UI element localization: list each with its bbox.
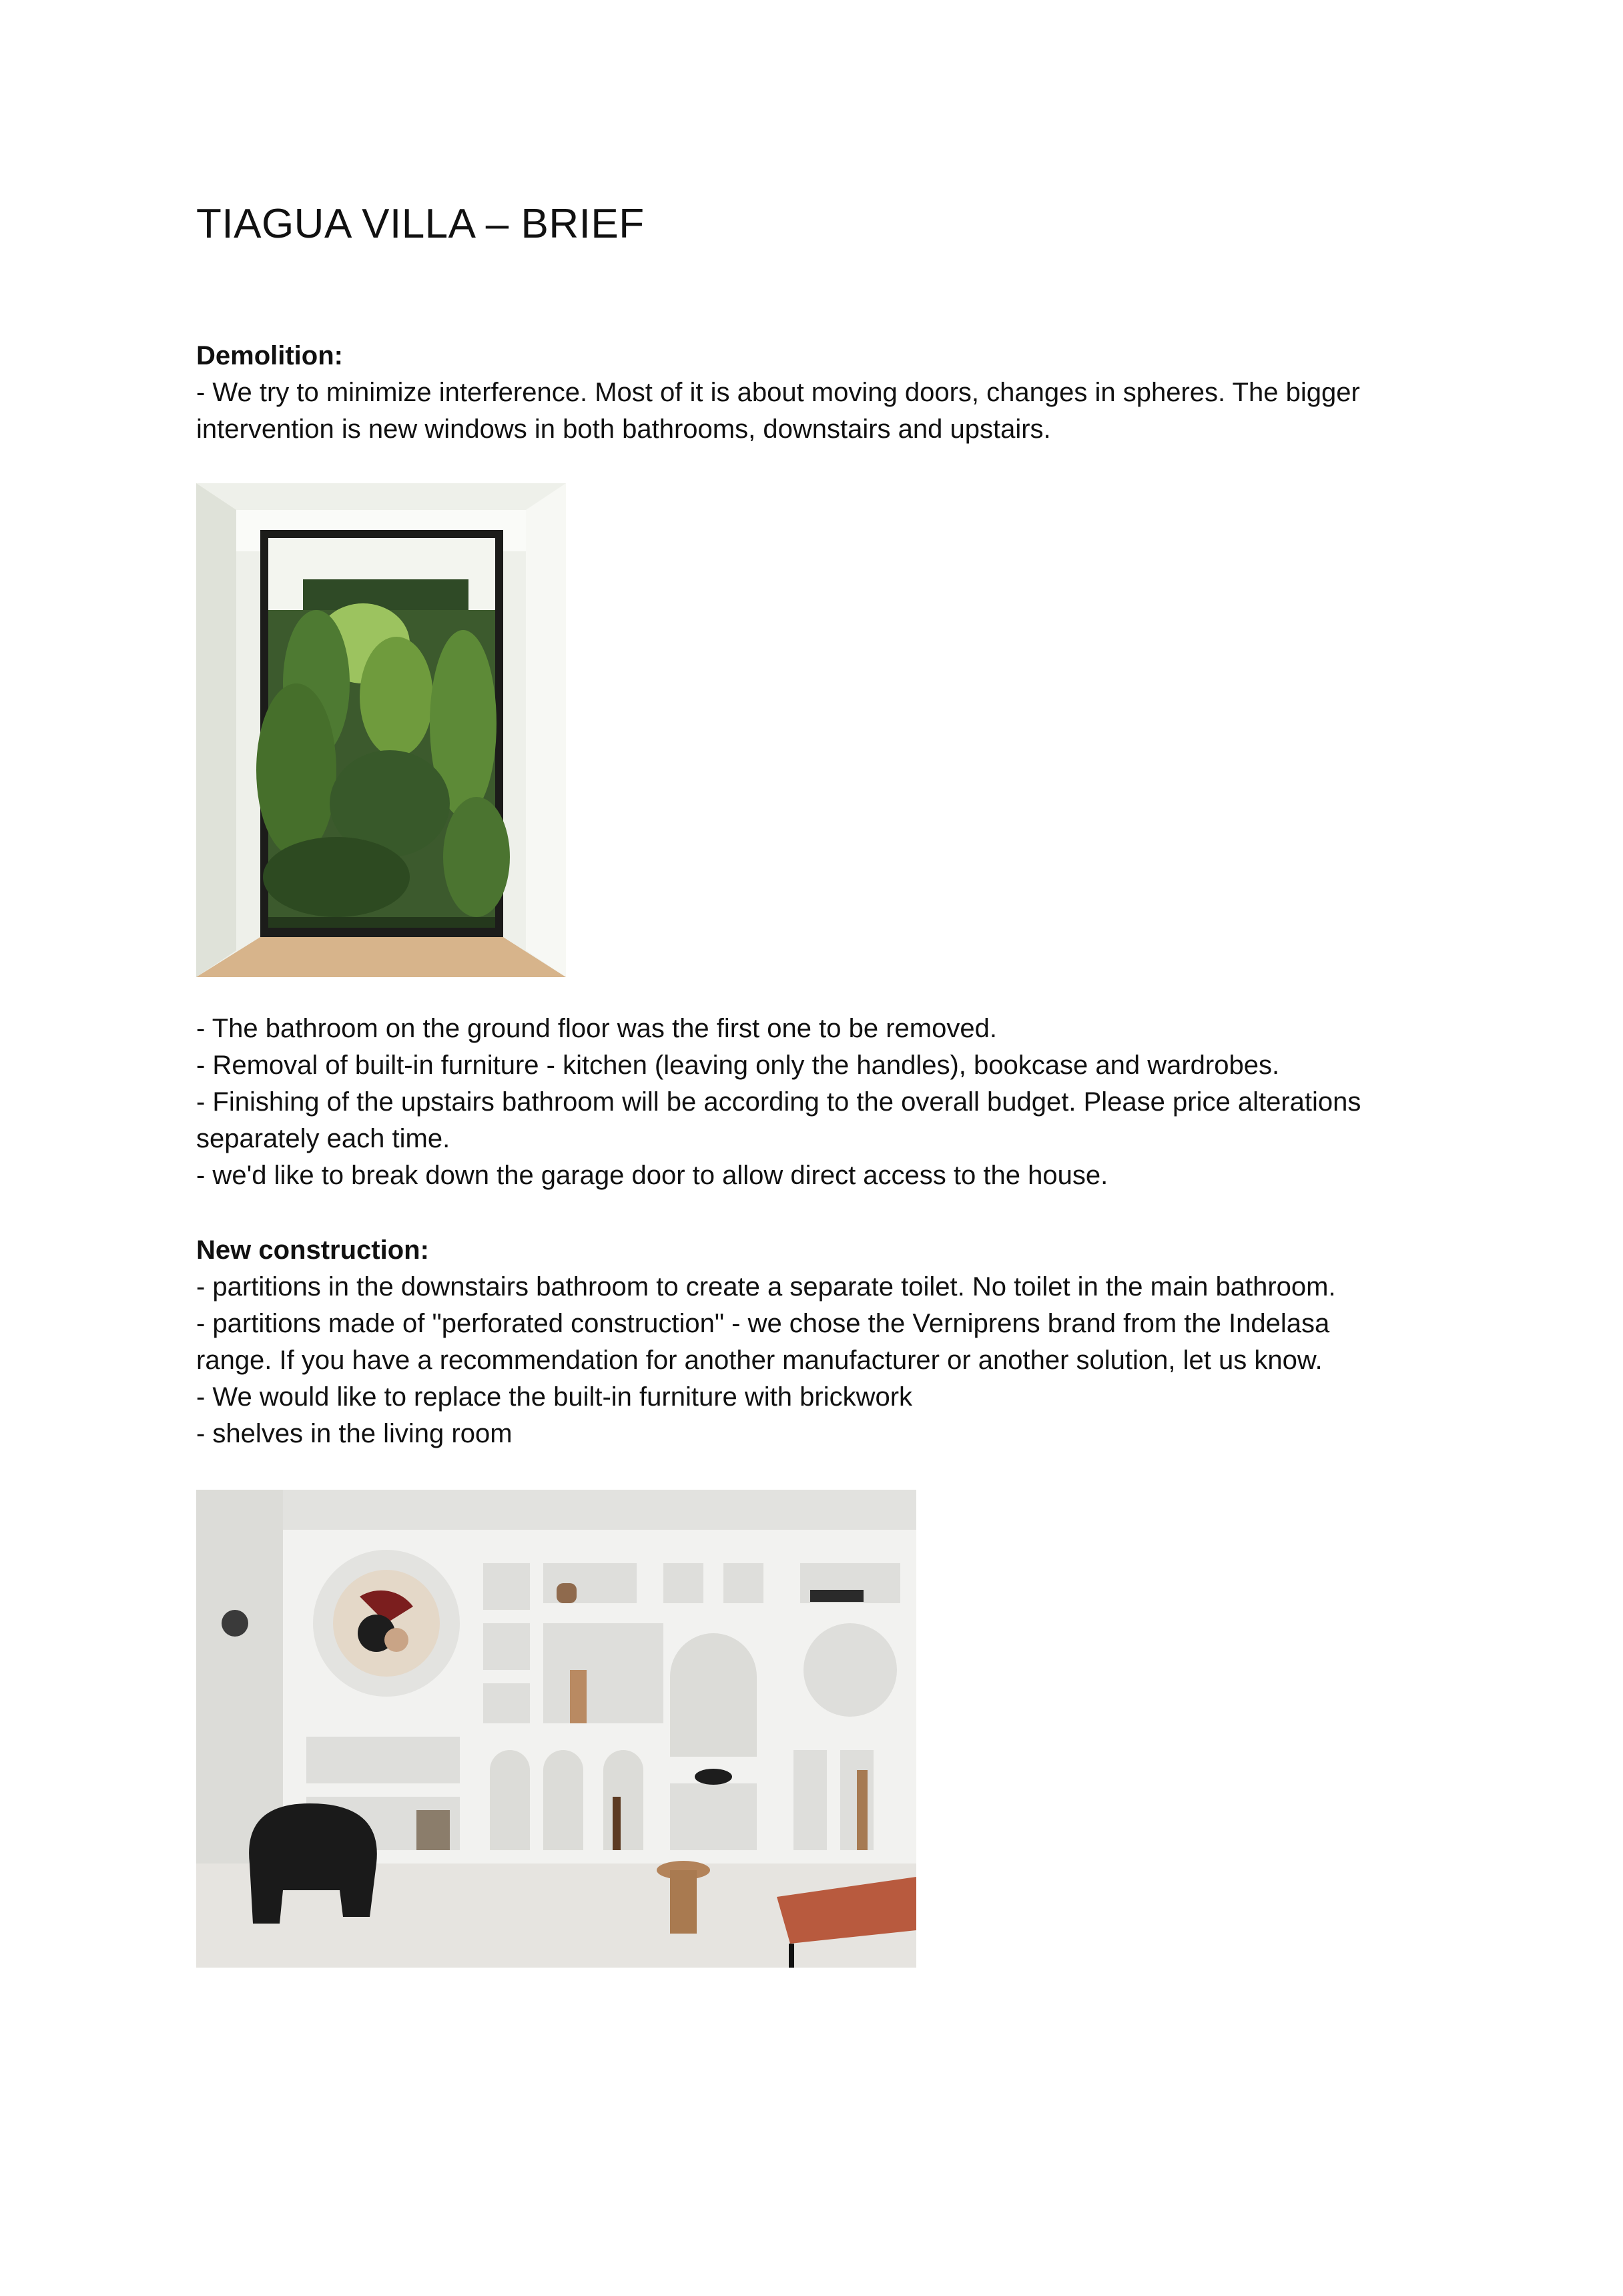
demolition-item: - we'd like to break down the garage door to allow direct access to the house. — [196, 1161, 1108, 1190]
new-construction-heading: New construction: — [196, 1235, 429, 1265]
demolition-section — [196, 338, 1437, 448]
demolition-intro-line: - We try to minimize interference. Most of it is about moving doors, changes in spheres. The bigger — [196, 378, 1360, 407]
document-title: TIAGUA VILLA – BRIEF — [196, 201, 645, 247]
new-construction-section — [196, 1232, 1437, 1452]
demolition-heading: Demolition: — [196, 341, 343, 370]
new-construction-item: - shelves in the living room — [196, 1419, 513, 1448]
demolition-items — [196, 1011, 1437, 1194]
garden-window-photo — [196, 483, 566, 977]
demolition-item: separately each time. — [196, 1124, 450, 1153]
demolition-item: - The bathroom on the ground floor was the first one to be removed. — [196, 1014, 997, 1043]
new-construction-item: - We would like to replace the built-in furniture with brickwork — [196, 1382, 913, 1412]
demolition-item: - Removal of built-in furniture - kitchen (leaving only the handles), bookcase and wardrobes. — [196, 1051, 1280, 1080]
living-room-shelves-photo — [196, 1490, 916, 1968]
demolition-intro-line: intervention is new windows in both bathrooms, downstairs and upstairs. — [196, 414, 1051, 444]
demolition-item: - Finishing of the upstairs bathroom will be according to the overall budget. Please price alterations — [196, 1087, 1361, 1117]
new-construction-item: - partitions made of "perforated construction" - we chose the Verniprens brand from the Indelasa — [196, 1309, 1330, 1338]
new-construction-item: - partitions in the downstairs bathroom to create a separate toilet. No toilet in the main bathroom. — [196, 1272, 1336, 1302]
new-construction-item: range. If you have a recommendation for another manufacturer or another solution, let us know. — [196, 1346, 1323, 1375]
